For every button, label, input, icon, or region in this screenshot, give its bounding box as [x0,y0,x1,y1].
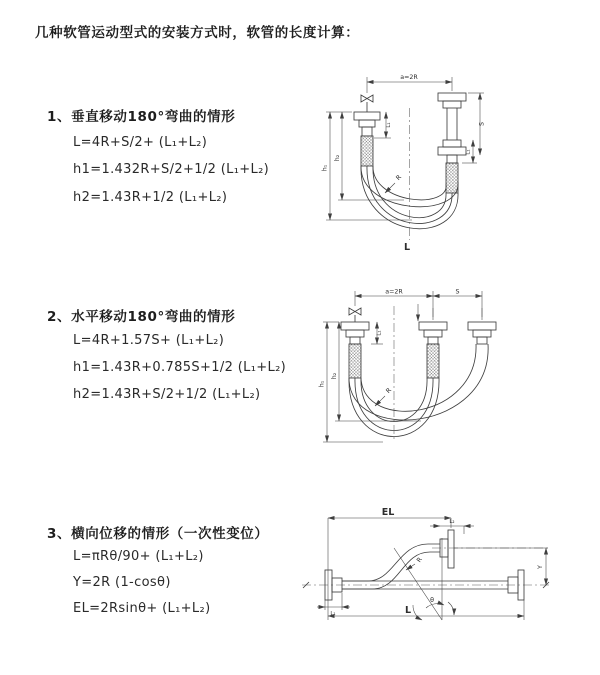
diagram-vertical-180-bend [312,68,532,258]
section-1-formula-L: L=4R+S/2+ (L₁+L₂) [73,135,208,150]
dim-label-h1: h₁ [318,380,326,388]
dim-label-y: Y [537,565,544,569]
hose-assembly [354,93,466,229]
dim-label-l1: L₁ [376,330,383,336]
valve-icon [349,308,361,315]
braided-hose-right [446,163,458,193]
flange-middle [419,322,447,378]
flange-right-top [438,93,466,101]
dim-label-h2: h₂ [331,372,338,380]
dimensions [317,507,548,620]
flange-right-moved [468,322,496,344]
dimensions [319,289,483,443]
flange-left [354,112,380,120]
radius-label: R [394,173,403,182]
flange-right-lower [438,147,466,155]
braided-hose-left [361,136,373,166]
hose-s-curve [342,544,440,589]
section-3-formula-EL: EL=2Rsinθ+ (L₁+L₂) [73,601,211,616]
hose-bend-arcs [349,344,488,437]
diagram-lateral-displacement [296,502,562,657]
dim-label-a2r: a=2R [400,74,418,81]
flange-left [341,322,369,378]
radius-label: R [384,386,393,395]
dim-label-a2r: a=2R [385,288,403,296]
section-3-formula-L: L=πRθ/90+ (L₁+L₂) [73,549,204,564]
section-2-heading: 2、水平移动180°弯曲的情形 [47,309,236,325]
dim-label-s: S [478,122,486,126]
page-title: 几种软管运动型式的安装方式时，软管的长度计算： [35,25,360,41]
section-2-formula-h2: h2=1.43R+S/2+1/2 (L₁+L₂) [73,387,261,402]
section-1-formula-h1: h1=1.432R+S/2+1/2 (L₁+L₂) [73,162,270,177]
angle-construction [394,538,454,620]
hose-assembly [303,530,549,600]
dim-label-l: L [404,605,412,616]
diagram-horizontal-180-bend [313,284,538,456]
radius-label: R [415,556,424,564]
section-3-heading: 3、横向位移的情形（一次性变位） [47,526,269,542]
dim-label-el: EL [381,507,395,518]
section-1-formula-h2: h2=1.43R+1/2 (L₁+L₂) [73,190,228,205]
section-2-formula-L: L=4R+1.57S+ (L₁+L₂) [73,333,225,348]
section-1-heading: 1、垂直移动180°弯曲的情形 [47,109,236,125]
dim-label-s: S [455,288,460,296]
dim-label-l1-left: L₁ [386,122,392,128]
dim-label-h2: h₂ [334,154,341,162]
dim-label-l1: L₁ [330,611,336,617]
section-2-formula-h1: h1=1.43R+0.785S+1/2 (L₁+L₂) [73,360,287,375]
dim-label-l1-right: L₁ [465,149,472,155]
hose-assembly [341,308,496,437]
dim-label-l2: L₂ [449,519,455,525]
dim-label-h1: h₁ [321,164,329,172]
section-3-formula-Y: Y=2R (1-cosθ) [73,575,171,590]
angle-label: θ [430,597,434,604]
valve-icon [361,95,373,102]
length-label: L [403,242,411,253]
